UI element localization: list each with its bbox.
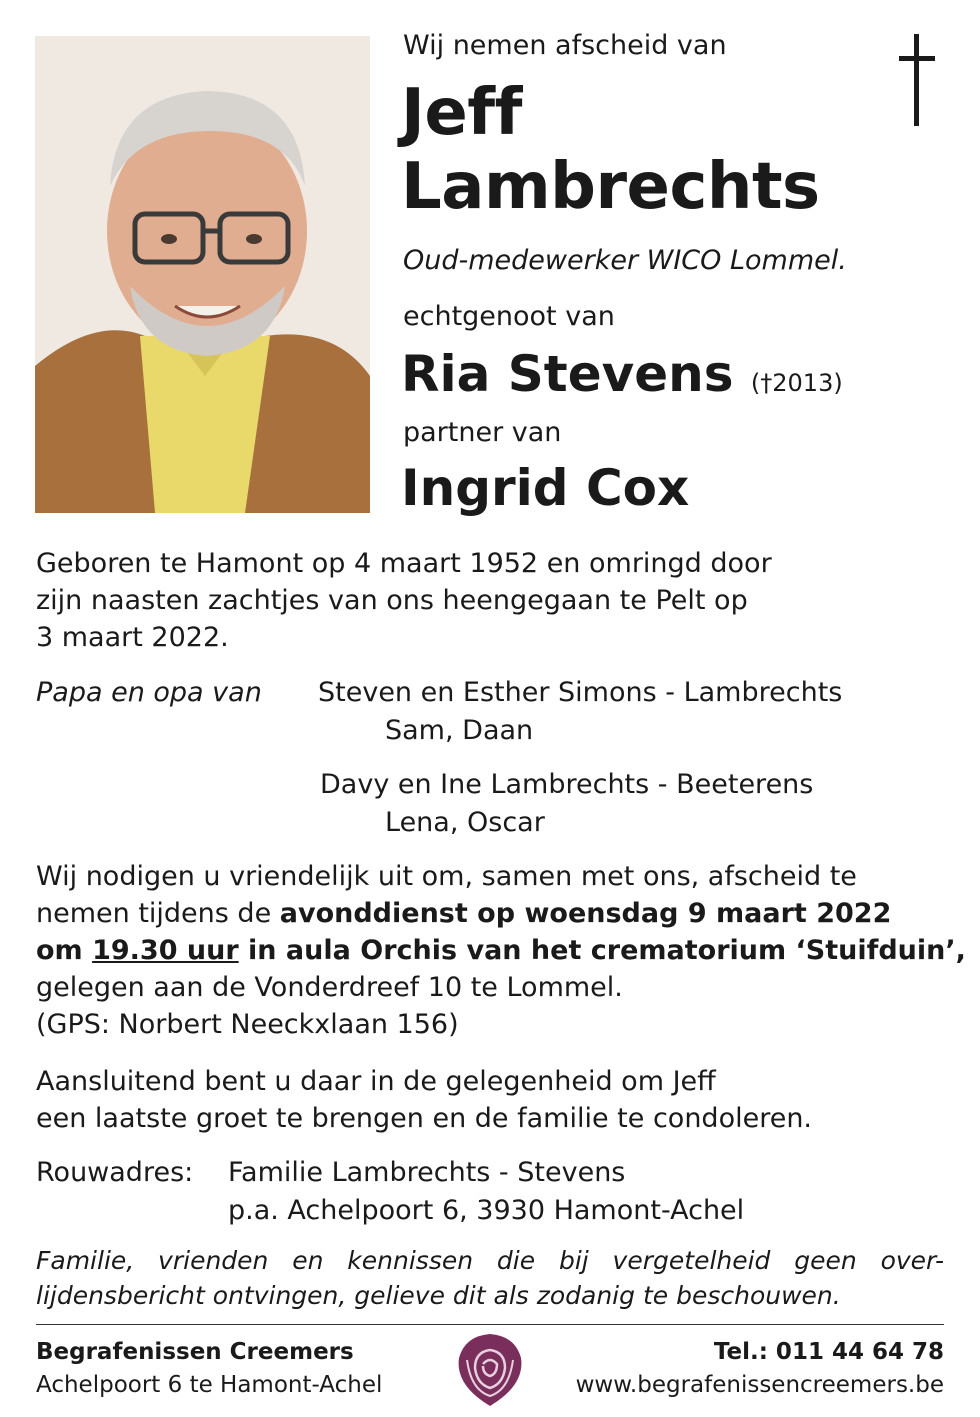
service-time: 19.30 uur [92,935,239,966]
birth-line: Geboren te Hamont op 4 maart 1952 en omringd door [36,548,772,579]
service-date: avonddienst op woensdag 9 maart 2022 [279,898,892,929]
address-label: Rouwadres: [36,1157,194,1188]
deceased-role: Oud-medewerker WICO Lommel. [403,245,847,276]
address-line-1: Familie Lambrechts - Stevens [228,1157,626,1188]
footer-divider [36,1324,944,1325]
family-1-parents: Steven en Esther Simons - Lambrechts [318,677,843,708]
birth-line: zijn naasten zachtjes van ons heengegaan te Pelt op [36,585,748,616]
family-2-children: Lena, Oscar [385,807,545,838]
family-2-parents: Davy en Ine Lambrechts - Beeterens [320,769,814,800]
service-location: in aula Orchis van het crematorium ‘Stuifduin’, [238,935,966,966]
rose-logo-icon [453,1330,527,1414]
notice-text [36,1243,944,1313]
company-phone: Tel.: 011 44 64 78 [713,1339,944,1365]
family-1-children: Sam, Daan [385,715,534,746]
invitation-line [36,932,966,969]
deceased-name [401,76,820,224]
family-label: Papa en opa van [36,677,262,708]
deceased-last-name: Lambrechts [401,150,820,224]
invitation-line: Wij nodigen u vriendelijk uit om, samen met ons, afscheid te [36,861,857,892]
invitation-part: om [36,935,93,966]
condolence-text [36,1063,812,1137]
portrait-photo [35,36,370,513]
notice-line: Familie, vrienden en kennissen die bij vergetelheid geen over- [36,1246,944,1275]
company-name: Begrafenissen Creemers [36,1339,354,1365]
invitation-line [36,895,966,932]
address-line-2: p.a. Achelpoort 6, 3930 Hamont-Achel [228,1195,745,1226]
spouse-death-note: (†2013) [750,369,843,397]
partner-label: partner van [403,417,562,448]
cross-icon [895,34,939,130]
invitation-part: nemen tijdens de [36,898,280,929]
birth-line: 3 maart 2022. [36,622,229,653]
notice-line: lijdensbericht ontvingen, gelieve dit als zodanig te beschouwen. [36,1281,841,1310]
birth-text [36,545,772,656]
intro-text: Wij nemen afscheid van [403,30,727,61]
spouse-name-line [401,345,843,403]
gps-line: (GPS: Norbert Neeckxlaan 156) [36,1009,459,1040]
company-address: Achelpoort 6 te Hamont-Achel [36,1372,383,1398]
spouse-label: echtgenoot van [403,301,615,332]
spouse-name: Ria Stevens [401,345,734,403]
partner-name: Ingrid Cox [401,459,690,517]
invitation-text [36,858,966,1043]
condolence-line: Aansluitend bent u daar in de gelegenheid om Jeff [36,1066,716,1097]
deceased-first-name: Jeff [401,76,522,150]
company-website[interactable]: www.begrafenissencreemers.be [575,1372,944,1398]
condolence-line: een laatste groet te brengen en de familie te condoleren. [36,1103,813,1134]
invitation-line: gelegen aan de Vonderdreef 10 te Lommel. [36,972,623,1003]
